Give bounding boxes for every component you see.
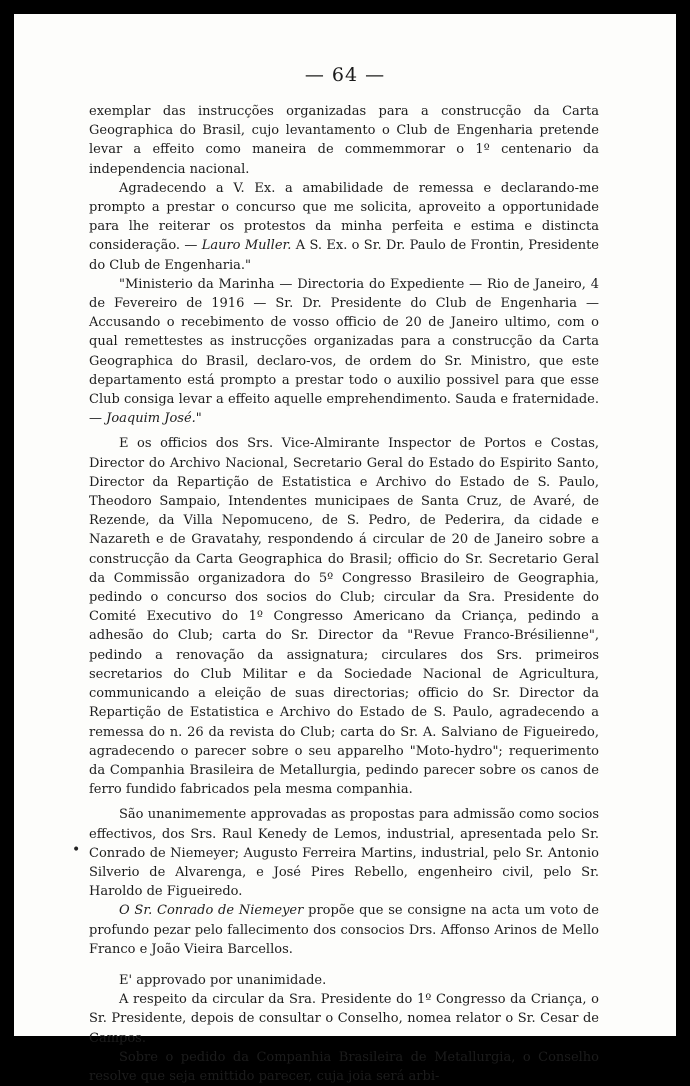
paragraph-congresso-crianca: A respeito da circular da Sra. Presidente do 1º Congresso da Criança, o Sr. Presidente, depois de consultar o Conselho, nomea relator o Sr. Cesar de Campos. — [89, 992, 599, 1046]
paragraph-continuation: exemplar das instrucções organizadas para a construcção da Carta Geographica do Brasil, cujo levantamento o Club de Engenharia pretende levar a effeito como maneira de commemmorar o 1º centenario da independencia nacional. — [89, 104, 599, 177]
paragraph-text: "Ministerio da Marinha — Directoria do Expediente — Rio de Janeiro, 4 de Fevereiro de 1916 — Sr. Dr. Presidente do Club de Engenharia — Accusando o recebimento de vosso officio de 20 de Janeiro ultimo, com o qual remettestes as instrucções organizadas para a construcção da Carta Geographica do Brasil, declaro-vos, de ordem do Sr. Ministro, que este departamento está prompto a prestar todo o auxilio possivel para que esse Club consiga levar a effeito aquelle emprehendimento. Sauda e fraternidade. — — [89, 276, 599, 427]
signature-lauro-muller: Lauro Muller. — [201, 238, 292, 254]
paragraph-approvado: E' approvado por unanimidade. — [119, 972, 327, 988]
paragraph-letter-muller — [89, 179, 599, 275]
paragraph-voto-pezar — [89, 901, 599, 959]
paragraph-metallurgia: Sobre o pedido da Companhia Brasileira de Metallurgia, o Conselho resolve que seja emittido parecer, cuja joia será arbi- — [89, 1049, 599, 1084]
paragraph-admissao: São unanimemente approvadas as propostas para admissão como socios effectivos, dos Srs. Raul Kenedy de Lemos, industrial, apresentada pelo Sr. Conrado de Niemeyer; Augusto Ferreira Martins, industrial, pelo Sr. Antonio Silverio de Alvarenga, e José Pires Rebello, engenheiro civil, pelo Sr. Haroldo de Figueiredo. — [89, 807, 599, 900]
page-number: — 64 — — [304, 64, 386, 86]
body-text — [89, 102, 599, 1086]
paragraph-text: propõe que se consigne na acta um voto de profundo pezar pelo fallecimento dos consocios Drs. Affonso Arinos de Mello Franco e João Vieira Barcellos. — [89, 903, 599, 957]
paragraph-text: Agradecendo a V. Ex. a amabilidade de remessa e declarando-me prompto a prestar o concurso que me solicita, aproveito a opportunidade para lhe reiterar os protestos da minha perfeita e estima e distincta consideração. — — [89, 180, 599, 254]
margin-mark: • — [72, 842, 81, 858]
paragraph-text: A S. Ex. o Sr. Dr. Paulo de Frontin, Presidente do Club de Engenharia." — [89, 238, 599, 273]
signature-joaquim-jose: Joaquim José." — [106, 411, 202, 427]
document-page — [14, 14, 676, 1084]
paragraph-letter-marinha — [89, 275, 599, 429]
paragraph-officios: E os officios dos Srs. Vice-Almirante Inspector de Portos e Costas, Director do Archivo Nacional, Secretario Geral do Estado do Espirito Santo, Director da Repartição de Estatistica e Archivo do Estado de S. Paulo, Theodoro Sampaio, Intendentes municipaes de Santa Cruz, de Avaré, de Rezende, da Villa Nepomuceno, de S. Pedro, de Pederira, da cidade e Nazareth e de Gravatahy, respondendo á circular de 20 de Janeiro sobre a construcção da Carta Geographica do Brasil; officio do Sr. Secretario Geral da Commissão organizadora do 5º Congresso Brasileiro de Geographia, pedindo o concurso dos socios do Club; circular da Sra. Presidente do Comité Executivo do 1º Congresso Americano da Criança, pedindo a adhesão do Club; carta do Sr. Director da "Revue Franco-Brésilienne", pedindo a renovação da assignatura; circulares dos Srs. primeiros secretarios do Club Militar e da Sociedade Nacional de Agricultura, communicando a eleição de suas directorias; officio do Sr. Director da Repartição de Estatistica e Archivo do Estado de S. Paulo, agradecendo a remessa do n. 26 da revista do Club; carta do Sr. A. Salviano de Figueiredo, agradecendo o parecer sobre o seu apparelho "Moto-hydro"; requerimento da Companhia Brasileira de Metallurgia, pedindo parecer sobre os canos de ferro fundido fabricados pela mesma companhia. — [89, 436, 599, 798]
speaker-name: O Sr. Conrado de Niemeyer — [119, 903, 304, 919]
